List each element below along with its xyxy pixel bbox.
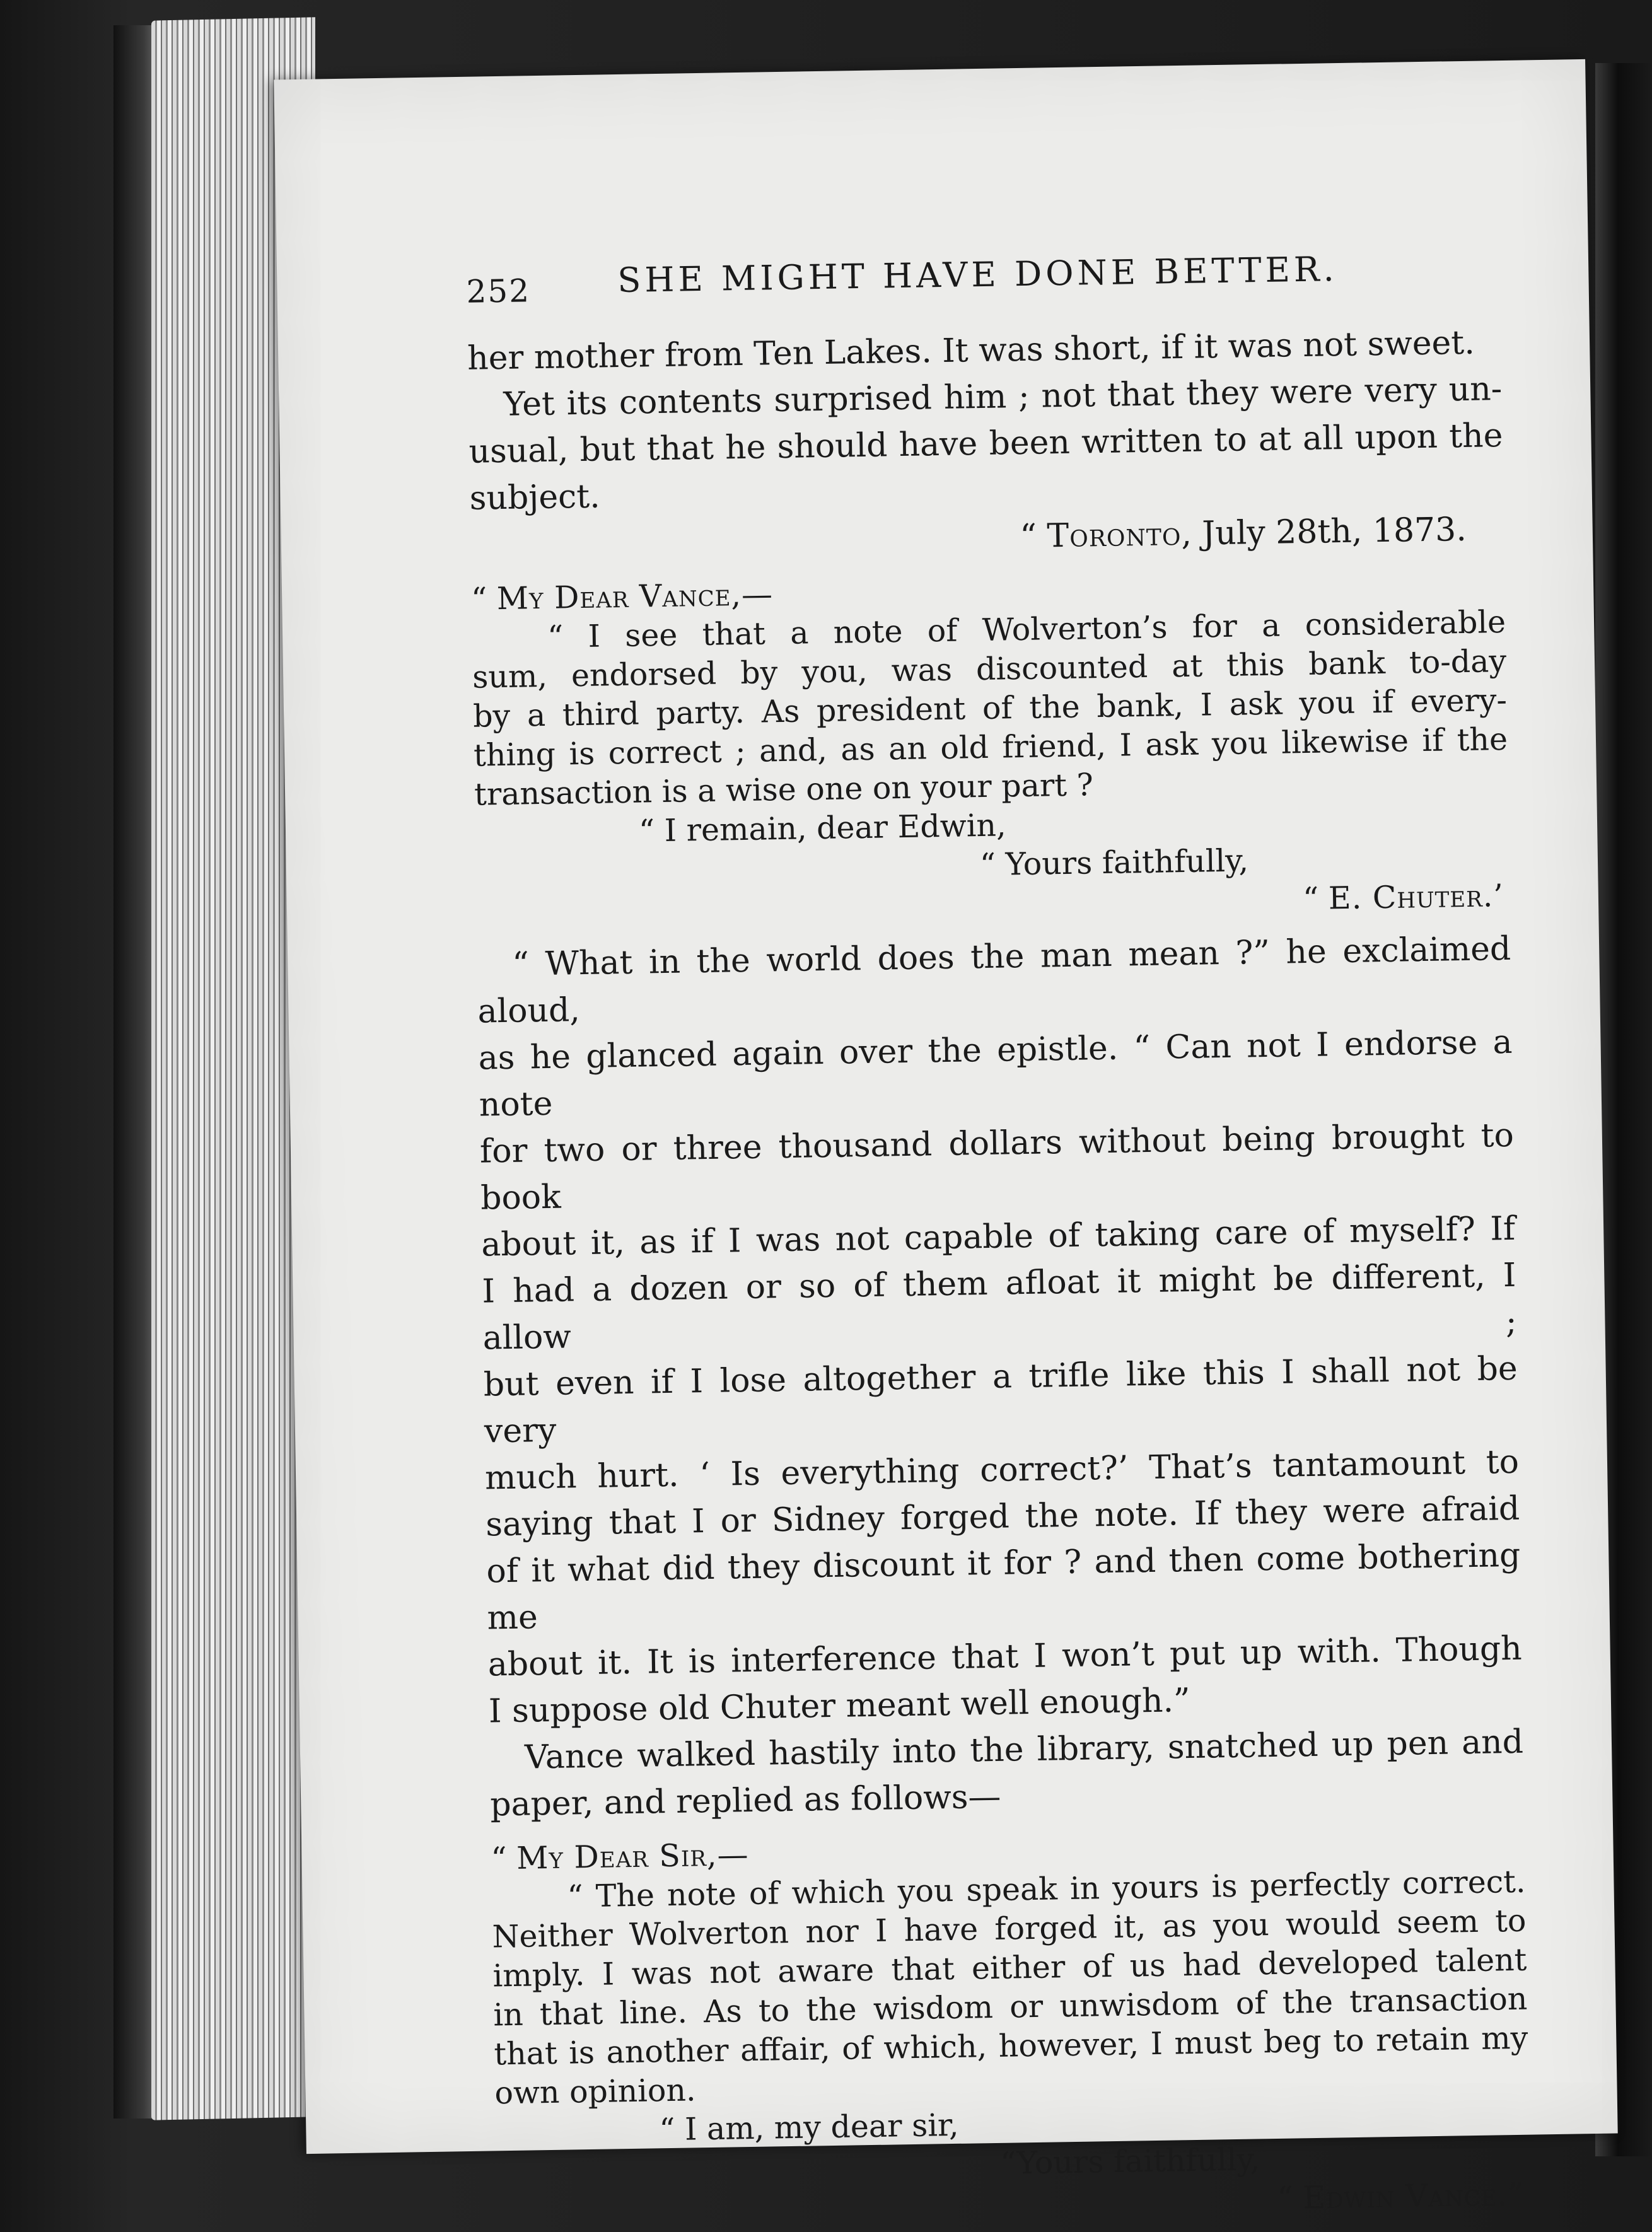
dateline-quote: “ [1019,517,1048,556]
dateline-date: , July 28th, 1873. [1180,510,1467,554]
paragraph-line: about it, as if I was not capable of taking care of myself? If [480,1209,1516,1264]
letter-closing: “Yours faithfully, [999,2141,1260,2182]
signature-text: Edwin Vance.” [1302,2176,1525,2216]
paragraph-line: Yet its contents surprised him ; not that they were very un- [503,370,1503,424]
paragraph-line: saying that I or Sidney forged the note. If they were afraid [485,1489,1520,1544]
paragraph-line: usual, but that he should have been written to at all upon the [468,416,1503,471]
letter-line: in that line. As to the wisdom or unwisdom of the transaction [493,1980,1528,2033]
paragraph-line: paper, and replied as follows— [489,1777,1001,1824]
letter-line: “ I see that a note of Wolverton’s for a considerable [547,603,1506,655]
letter-line: imply. I was not aware that either of us had developed talent [492,1941,1527,1994]
paragraph-line: as he glanced again over the epistle. “ Can not I endorse a note [478,1023,1513,1124]
dateline-city: Toronto [1047,515,1182,555]
letter-line: transaction is a wise one on your part ? [474,767,1094,813]
paragraph-line: for two or three thousand dollars without being brought to book [479,1116,1515,1218]
page-number: 252 [466,272,531,310]
signature-text: E. Chuter.’ [1328,878,1504,917]
letter-vance [491,1823,1531,2231]
book-page [274,59,1617,2216]
page-text [466,243,1531,2230]
salutation-text: My Dear Sir,— [516,1837,749,1876]
letter-line: “ The note of which you speak in yours is perfectly correct. [567,1863,1526,1915]
salutation-quote: “ [491,1840,517,1877]
paragraph-line: about it. It is interference that I won’t put up with. Though [487,1629,1523,1684]
letter-chuter [471,564,1511,932]
running-title: SHE MIGHT HAVE DONE BETTER. [617,249,1339,301]
letter-line: that is another affair, of which, however, I must beg to retain my [494,2020,1528,2072]
letter-closing: “ Yours faithfully, [979,842,1249,883]
letter-line: thing is correct ; and, as an old friend, I ask you likewise if the [473,721,1508,774]
salutation-quote: “ [470,581,497,617]
paragraph-line: I suppose old Chuter meant well enough.” [488,1682,1191,1731]
paragraph-line: “ What in the world does the man mean ?” he exclaimed aloud, [477,929,1511,1031]
paragraph-line: her mother from Ten Lakes. It was short, if it was not sweet. [467,323,1475,378]
letter-line: own opinion. [494,2072,696,2112]
letter-line: by a third party. As president of the bank, I ask you if every- [472,682,1508,735]
paragraph-line: subject. [469,477,601,518]
letter-line: sum, endorsed by you, was discounted at this bank to-day [472,642,1507,695]
letter-closing: “ I remain, dear Edwin, [638,807,1006,849]
paragraph-line: but even if I lose altogether a trifle like this I shall not be very [483,1349,1518,1451]
paragraph-line: I had a dozen or so of them afloat it might be different, I allow ; [482,1256,1517,1357]
signature-quote: “ [1277,2180,1303,2216]
letter-line: Neither Wolverton nor I have forged it, as you would seem to [492,1902,1527,1955]
paragraph-line: of it what did they discount it for ? and then come bothering me [486,1536,1521,1637]
running-head [466,243,1501,329]
salutation-text: My Dear Vance,— [496,576,774,617]
paragraph-line: Vance walked hastily into the library, snatched up pen and [524,1723,1524,1777]
letter-closing: “ I am, my dear sir, [658,2107,959,2148]
paragraph-line: much hurt. ‘ Is everything correct?’ That’s tantamount to [484,1443,1520,1497]
signature-quote: “ [1302,880,1329,917]
